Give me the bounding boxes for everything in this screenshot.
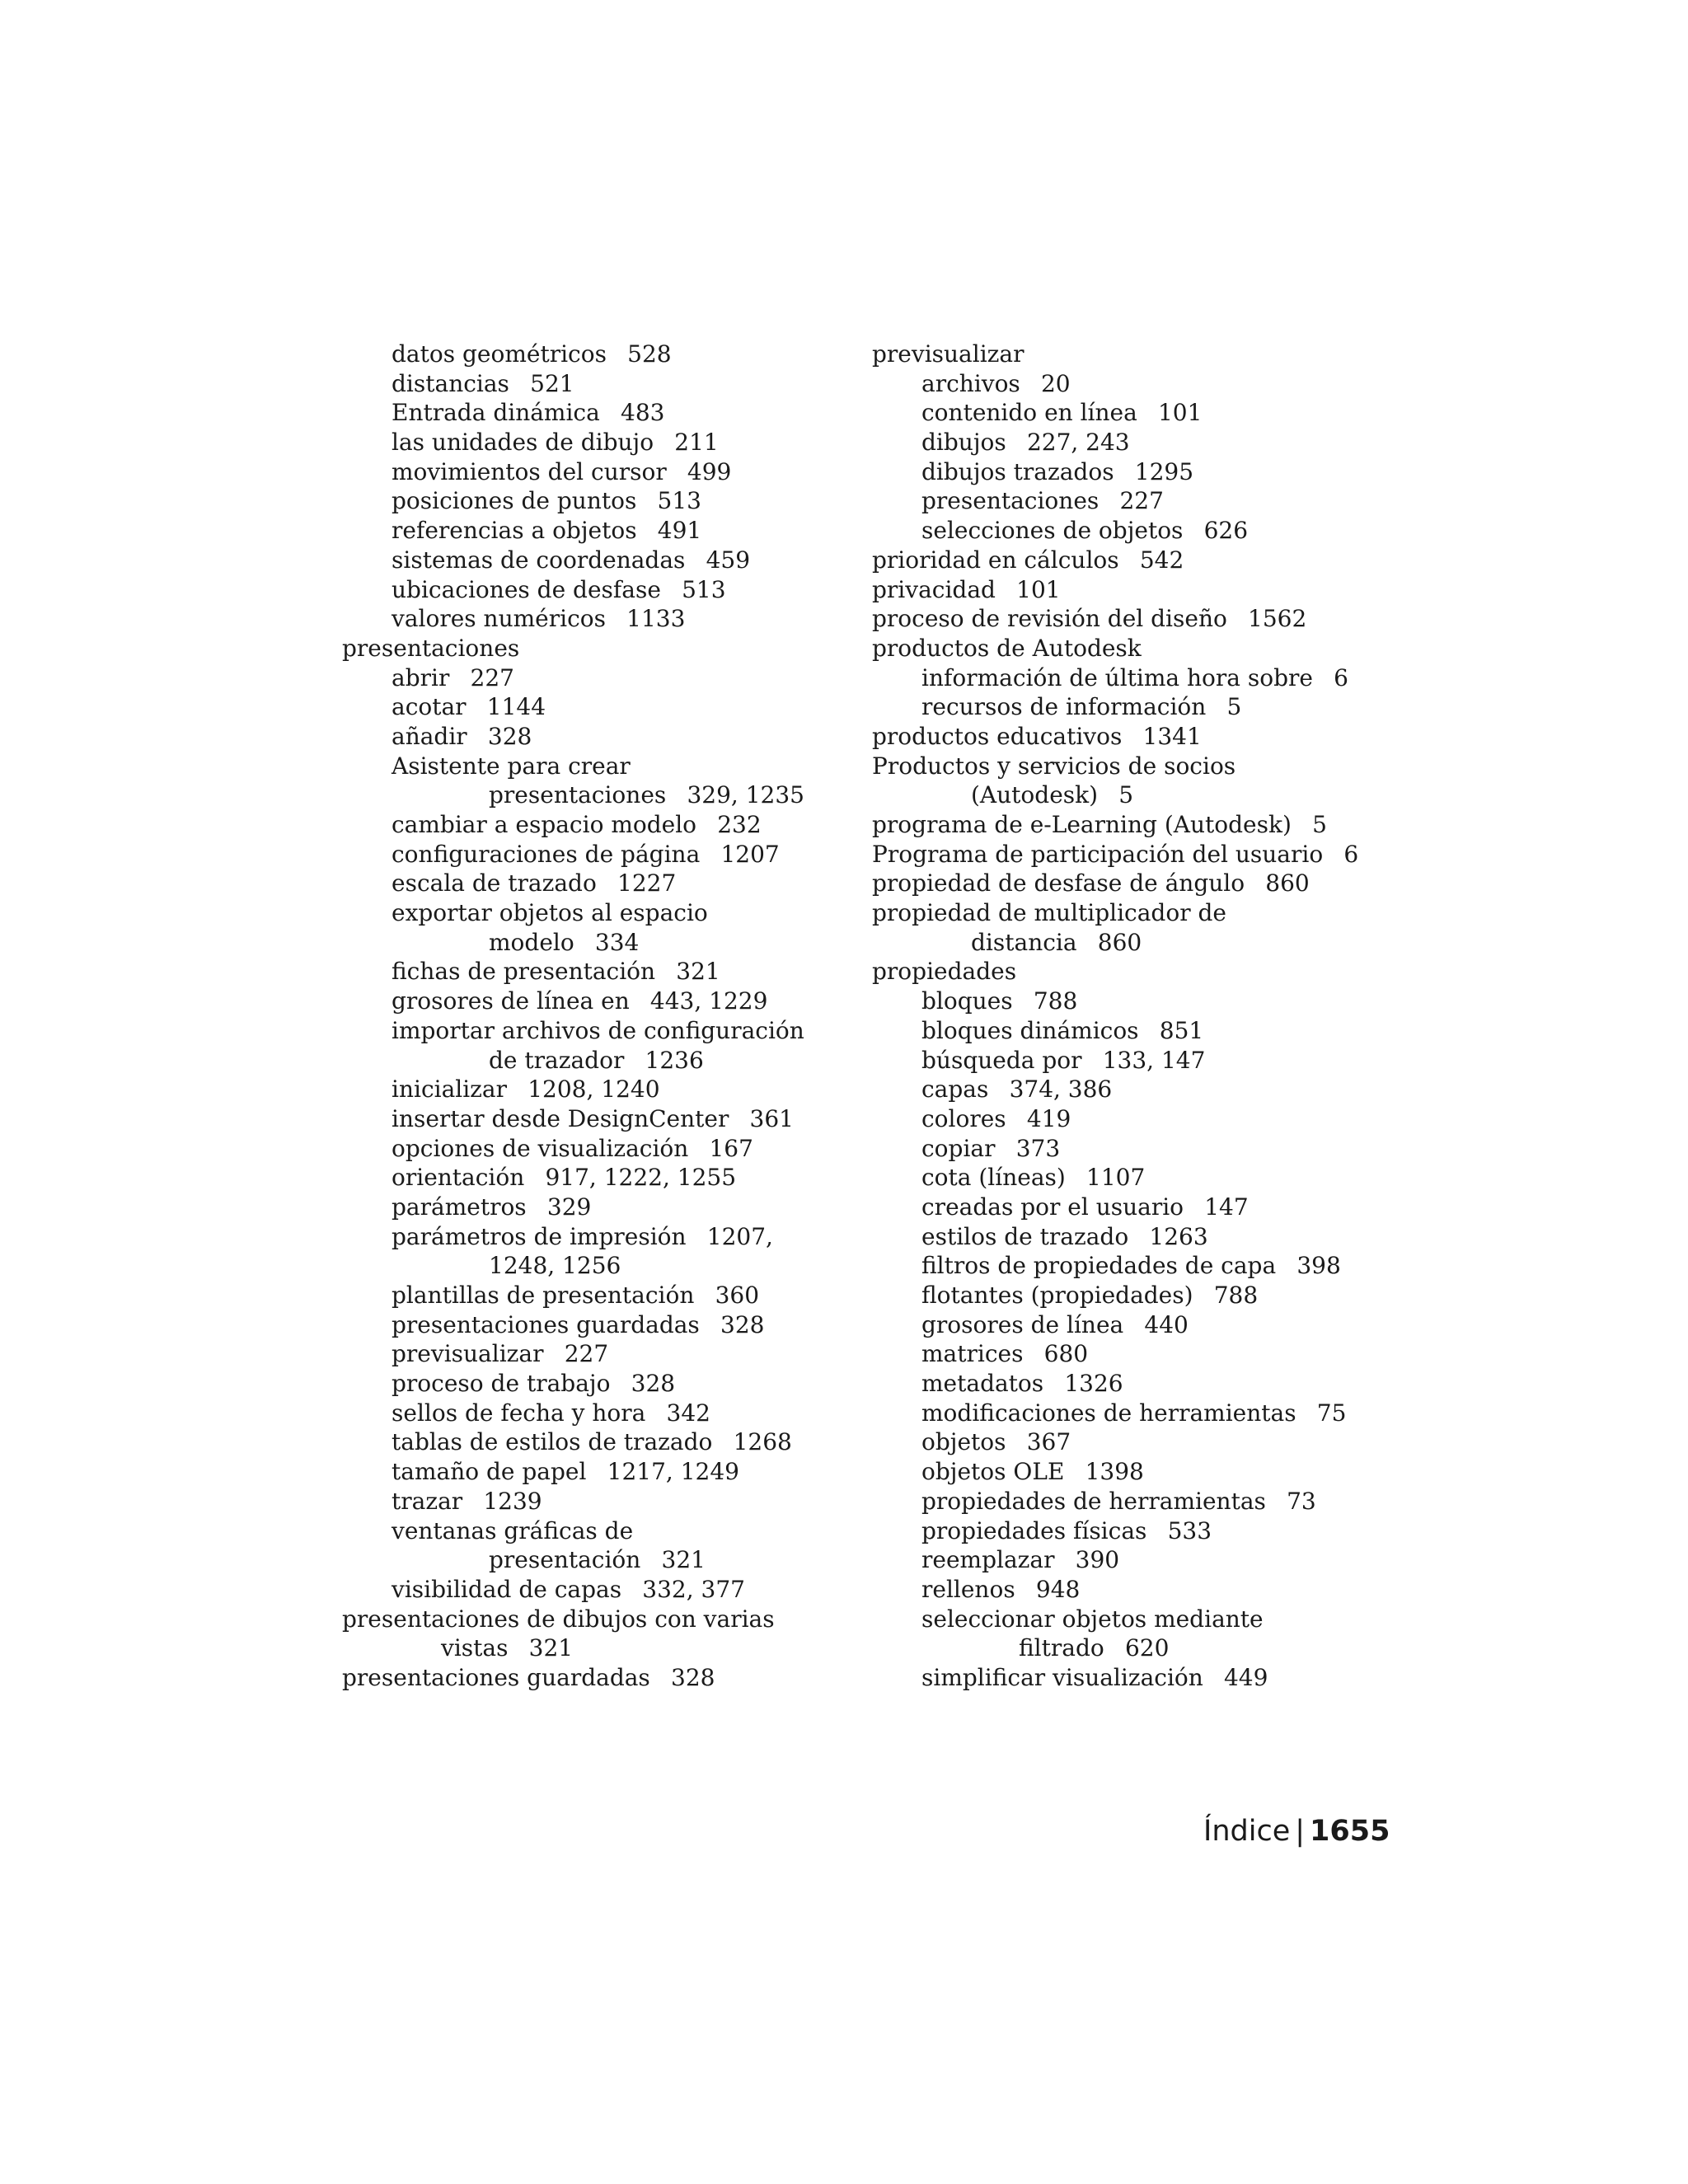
index-entry	[342, 1046, 853, 1076]
index-entry	[342, 1545, 853, 1575]
index-term: grosores de línea en	[392, 987, 630, 1015]
index-term: parámetros de impresión	[392, 1222, 687, 1250]
index-term: modelo	[489, 928, 574, 956]
index-entry	[872, 1134, 1383, 1164]
index-entry	[872, 575, 1383, 605]
index-entry	[872, 1457, 1383, 1487]
index-page-ref: 851	[1159, 1016, 1204, 1044]
index-term: rellenos	[921, 1575, 1015, 1603]
index-term: previsualizar	[392, 1340, 544, 1368]
index-page-ref: 227	[564, 1340, 609, 1368]
index-page-ref: 1398	[1085, 1458, 1144, 1486]
index-term: Productos y servicios de socios	[872, 752, 1236, 780]
index-entry	[342, 1633, 853, 1663]
index-term: tamaño de papel	[392, 1458, 587, 1486]
index-term: matrices	[921, 1340, 1024, 1368]
index-term: simplificar visualización	[921, 1663, 1203, 1691]
index-entry	[872, 1633, 1383, 1663]
index-page-ref: 5	[1226, 693, 1242, 721]
index-entry	[872, 810, 1383, 840]
index-entry	[872, 898, 1383, 928]
index-term: referencias a objetos	[392, 517, 637, 545]
index-page-ref: 334	[594, 928, 640, 956]
index-entry	[872, 957, 1383, 987]
index-page-ref: 5	[1312, 811, 1327, 838]
index-entry	[342, 869, 853, 898]
index-entry	[872, 369, 1383, 399]
index-entry	[872, 604, 1383, 634]
index-entry	[342, 840, 853, 869]
index-term: estilos de trazado	[921, 1222, 1129, 1250]
index-page-ref: 329, 1235	[687, 781, 804, 809]
index-page-ref: 1133	[626, 605, 686, 633]
index-page-ref: 75	[1316, 1399, 1347, 1427]
index-page-ref: 528	[627, 340, 672, 368]
index-entry	[872, 1310, 1383, 1340]
index-entry	[872, 1663, 1383, 1693]
index-entry	[342, 398, 853, 428]
index-term: distancia	[971, 928, 1077, 956]
index-term: insertar desde DesignCenter	[392, 1104, 729, 1132]
index-entry	[872, 692, 1383, 722]
index-entry	[342, 1222, 853, 1252]
index-page-ref: 513	[682, 575, 726, 603]
index-term: prioridad en cálculos	[872, 546, 1119, 574]
index-page-ref: 948	[1035, 1575, 1081, 1603]
index-entry	[872, 1545, 1383, 1575]
index-entry	[872, 634, 1383, 663]
index-entry	[872, 1281, 1383, 1310]
index-entry	[342, 1427, 853, 1457]
index-entry	[342, 604, 853, 634]
index-entry	[872, 840, 1383, 869]
index-term: parámetros	[392, 1193, 527, 1221]
index-entry	[342, 722, 853, 752]
index-entry	[342, 780, 853, 810]
index-page-ref: 321	[661, 1546, 706, 1574]
index-page-ref: 374, 386	[1009, 1076, 1113, 1104]
index-term: 1248, 1256	[489, 1252, 621, 1280]
index-entry	[342, 928, 853, 958]
index-column-left	[342, 340, 853, 1693]
index-entry	[342, 516, 853, 546]
index-entry	[872, 1399, 1383, 1428]
index-term: recursos de información	[921, 693, 1207, 721]
index-term: cota (líneas)	[921, 1164, 1066, 1192]
index-page-ref: 1207	[720, 840, 780, 868]
index-entry	[342, 1339, 853, 1369]
index-entry	[872, 780, 1383, 810]
index-term: propiedades físicas	[921, 1516, 1147, 1544]
index-term: plantillas de presentación	[392, 1282, 695, 1309]
index-entry	[872, 398, 1383, 428]
index-entry	[342, 369, 853, 399]
index-term: configuraciones de página	[392, 840, 701, 868]
page-footer	[1203, 1813, 1390, 1849]
index-page-ref: 626	[1203, 517, 1249, 545]
index-term: importar archivos de configuración	[392, 1016, 804, 1044]
index-page-ref: 1239	[483, 1487, 542, 1515]
index-page-ref: 1562	[1248, 605, 1307, 633]
index-term: bloques dinámicos	[921, 1016, 1139, 1044]
index-entry	[342, 546, 853, 575]
index-term: proceso de revisión del diseño	[872, 605, 1227, 633]
index-page-ref: 521	[530, 369, 574, 397]
index-term: posiciones de puntos	[392, 487, 637, 515]
index-page-ref: 1236	[645, 1046, 704, 1074]
footer-page-number: 1655	[1310, 1815, 1390, 1848]
index-page-ref: 680	[1043, 1340, 1089, 1368]
index-term: productos de Autodesk	[872, 634, 1142, 662]
index-term: datos geométricos	[392, 340, 607, 368]
index-page-ref: 419	[1026, 1104, 1071, 1132]
index-entry	[872, 457, 1383, 487]
index-page-ref: 1144	[486, 693, 546, 721]
index-page-ref: 390	[1075, 1546, 1120, 1574]
index-term: valores numéricos	[392, 605, 606, 633]
index-term: distancias	[392, 369, 509, 397]
footer-section-label: Índice	[1203, 1815, 1291, 1848]
index-page-ref: 328	[487, 722, 532, 750]
index-entry	[872, 722, 1383, 752]
index-page-ref: 860	[1097, 928, 1142, 956]
index-entry	[342, 1516, 853, 1546]
index-term: dibujos	[921, 429, 1006, 457]
index-term: información de última hora sobre	[921, 663, 1313, 691]
index-term: sistemas de coordenadas	[392, 546, 686, 574]
index-entry	[872, 663, 1383, 693]
index-term: presentaciones	[489, 781, 667, 809]
index-page-ref: 459	[706, 546, 751, 574]
index-entry	[872, 928, 1383, 958]
index-page-ref: 329	[546, 1193, 592, 1221]
index-page-ref: 499	[687, 457, 732, 485]
index-entry	[342, 340, 853, 369]
index-page-ref: 328	[671, 1663, 715, 1691]
index-term: inicializar	[392, 1076, 508, 1104]
index-term: opciones de visualización	[392, 1134, 689, 1162]
index-column-right	[872, 340, 1383, 1693]
index-term: presentaciones guardadas	[392, 1310, 700, 1338]
index-entry	[342, 692, 853, 722]
index-page-ref: 342	[666, 1399, 710, 1427]
index-term: escala de trazado	[392, 869, 597, 898]
index-term: bloques	[921, 987, 1013, 1015]
index-page-ref: 1107	[1086, 1164, 1146, 1192]
index-entry	[342, 898, 853, 928]
index-page-ref: 1217, 1249	[607, 1458, 739, 1486]
index-page-ref: 328	[631, 1370, 676, 1398]
index-page-ref: 449	[1223, 1663, 1268, 1691]
index-entry	[872, 1163, 1383, 1193]
index-page-ref: 5	[1118, 781, 1134, 809]
index-page-ref: 1227	[617, 869, 677, 898]
index-page-ref: 6	[1334, 663, 1348, 691]
index-page-ref: 101	[1016, 575, 1061, 603]
index-term: objetos	[921, 1428, 1006, 1456]
index-term: reemplazar	[921, 1546, 1055, 1574]
index-entry	[342, 428, 853, 457]
index-term: añadir	[392, 722, 467, 750]
index-page-ref: 367	[1026, 1428, 1071, 1456]
index-page-ref: 1208, 1240	[528, 1076, 660, 1104]
index-term: abrir	[392, 663, 450, 691]
index-page-ref: 788	[1033, 987, 1078, 1015]
index-page-ref: 227	[1119, 487, 1164, 515]
index-term: filtros de propiedades de capa	[921, 1252, 1277, 1280]
index-term: Programa de participación del usuario	[872, 840, 1324, 868]
index-entry	[342, 663, 853, 693]
index-term: dibujos trazados	[921, 457, 1114, 485]
index-page-ref: 167	[709, 1134, 753, 1162]
index-term: metadatos	[921, 1370, 1044, 1398]
index-entry	[872, 486, 1383, 516]
index-entry	[342, 1399, 853, 1428]
index-page-ref: 483	[621, 399, 665, 427]
index-entry	[342, 1605, 853, 1634]
index-term: copiar	[921, 1134, 996, 1162]
index-page-ref: 101	[1157, 399, 1203, 427]
index-entry	[872, 1516, 1383, 1546]
index-entry	[342, 810, 853, 840]
index-entry	[872, 340, 1383, 369]
index-entry	[342, 1281, 853, 1310]
index-page-ref: 227, 243	[1026, 429, 1130, 457]
index-entry	[342, 486, 853, 516]
index-page-ref: 443, 1229	[649, 987, 768, 1015]
index-entry	[342, 1251, 853, 1281]
index-term: Asistente para crear	[392, 752, 631, 780]
index-entry	[872, 1251, 1383, 1281]
index-term: presentaciones	[921, 487, 1100, 515]
index-page-ref: 227	[470, 663, 514, 691]
index-entry	[342, 957, 853, 987]
index-page-ref: 533	[1167, 1516, 1212, 1544]
index-entry	[342, 1193, 853, 1222]
index-term: creadas por el usuario	[921, 1193, 1184, 1221]
index-entry	[872, 546, 1383, 575]
index-page-ref: 1326	[1064, 1370, 1123, 1398]
index-entry	[872, 1605, 1383, 1634]
index-page-ref: 1295	[1134, 457, 1194, 485]
index-term: presentaciones de dibujos con varias	[342, 1605, 775, 1633]
index-page-ref: 373	[1015, 1134, 1061, 1162]
index-entry	[872, 1193, 1383, 1222]
index-entry	[872, 987, 1383, 1016]
index-page-ref: 133, 147	[1102, 1046, 1206, 1074]
index-entry	[342, 1075, 853, 1104]
index-term: visibilidad de capas	[392, 1575, 622, 1603]
index-term: de trazador	[489, 1046, 625, 1074]
index-entry	[872, 1046, 1383, 1076]
index-term: sellos de fecha y hora	[392, 1399, 646, 1427]
index-entry	[342, 1134, 853, 1164]
index-page-ref: 6	[1343, 840, 1359, 868]
index-term: flotantes (propiedades)	[921, 1282, 1193, 1309]
index-entry	[342, 987, 853, 1016]
index-entry	[872, 1104, 1383, 1134]
index-entry	[872, 1016, 1383, 1046]
index-term: fichas de presentación	[392, 958, 656, 986]
index-page-ref: 1268	[733, 1428, 792, 1456]
footer-separator: |	[1295, 1815, 1306, 1848]
index-term: movimientos del cursor	[392, 457, 667, 485]
index-entry	[342, 1663, 853, 1693]
index-term: tablas de estilos de trazado	[392, 1428, 713, 1456]
index-page-ref: 232	[717, 811, 762, 838]
index-term: objetos OLE	[921, 1458, 1065, 1486]
index-entry	[872, 752, 1383, 781]
index-term: filtrado	[1019, 1634, 1104, 1662]
index-term: modificaciones de herramientas	[921, 1399, 1296, 1427]
index-entry	[342, 1457, 853, 1487]
index-term: previsualizar	[872, 340, 1025, 368]
index-page-ref: 620	[1124, 1634, 1170, 1662]
index-term: archivos	[921, 369, 1020, 397]
index-page-ref: 211	[674, 429, 719, 457]
index-entry	[342, 1016, 853, 1046]
index-term: vistas	[441, 1634, 509, 1662]
index-entry	[342, 634, 853, 663]
index-term: Entrada dinámica	[392, 399, 600, 427]
index-term: selecciones de objetos	[921, 517, 1184, 545]
index-page-ref: 73	[1287, 1487, 1316, 1515]
index-term: las unidades de dibujo	[392, 429, 654, 457]
index-entry	[342, 1575, 853, 1605]
index-entry	[342, 575, 853, 605]
index-entry	[342, 1369, 853, 1399]
index-entry	[872, 1369, 1383, 1399]
index-term: presentaciones	[342, 634, 520, 662]
index-page-ref: 147	[1204, 1193, 1249, 1221]
index-term: seleccionar objetos mediante	[921, 1605, 1264, 1633]
index-term: trazar	[392, 1487, 463, 1515]
index-entry	[872, 1222, 1383, 1252]
index-term: proceso de trabajo	[392, 1370, 611, 1398]
index-term: presentación	[489, 1546, 641, 1574]
index-page-ref: 1207,	[706, 1222, 773, 1250]
index-entry	[342, 1163, 853, 1193]
index-entry	[342, 1104, 853, 1134]
index-term: colores	[921, 1104, 1006, 1132]
index-term: ubicaciones de desfase	[392, 575, 661, 603]
index-page-ref: 1341	[1142, 722, 1202, 750]
index-term: cambiar a espacio modelo	[392, 811, 697, 838]
index-entry	[342, 1310, 853, 1340]
index-entry	[342, 457, 853, 487]
index-term: contenido en línea	[921, 399, 1137, 427]
index-page-ref: 1263	[1149, 1222, 1208, 1250]
index-term: propiedad de multiplicador de	[872, 899, 1226, 927]
index-entry	[872, 428, 1383, 457]
index-term: programa de e-Learning (Autodesk)	[872, 811, 1292, 838]
index-term: capas	[921, 1076, 989, 1104]
index-term: propiedad de desfase de ángulo	[872, 869, 1245, 898]
index-page-ref: 20	[1040, 369, 1071, 397]
index-page-ref: 328	[720, 1310, 765, 1338]
index-page-ref: 513	[657, 487, 701, 515]
index-term: presentaciones guardadas	[342, 1663, 650, 1691]
index-entry	[872, 1427, 1383, 1457]
index-entry	[872, 1339, 1383, 1369]
index-term: ventanas gráficas de	[392, 1516, 634, 1544]
index-entry	[872, 1575, 1383, 1605]
index-entry	[342, 1487, 853, 1516]
index-term: acotar	[392, 693, 467, 721]
index-entry	[872, 516, 1383, 546]
index-page-ref: 398	[1296, 1252, 1341, 1280]
index-term: propiedades de herramientas	[921, 1487, 1266, 1515]
index-term: exportar objetos al espacio	[392, 899, 708, 927]
index-term: productos educativos	[872, 722, 1123, 750]
index-page-ref: 788	[1213, 1282, 1259, 1309]
index-term: búsqueda por	[921, 1046, 1082, 1074]
index-page-ref: 321	[528, 1634, 574, 1662]
index-entry	[342, 752, 853, 781]
index-entry	[872, 869, 1383, 898]
index-term: (Autodesk)	[971, 781, 1099, 809]
index-page-ref: 917, 1222, 1255	[545, 1164, 737, 1192]
index-entry	[872, 1487, 1383, 1516]
index-page-ref: 440	[1144, 1310, 1189, 1338]
index-term: propiedades	[872, 958, 1017, 986]
index-page-ref: 361	[749, 1104, 794, 1132]
index-page-ref: 332, 377	[642, 1575, 745, 1603]
index-page-ref: 321	[676, 958, 720, 986]
index-page-ref: 542	[1139, 546, 1184, 574]
index-term: privacidad	[872, 575, 996, 603]
index-term: orientación	[392, 1164, 525, 1192]
index-page-ref: 491	[657, 517, 702, 545]
index-term: grosores de línea	[921, 1310, 1124, 1338]
index-page-ref: 860	[1265, 869, 1310, 898]
index-page-ref: 360	[715, 1282, 760, 1309]
index-entry	[872, 1075, 1383, 1104]
